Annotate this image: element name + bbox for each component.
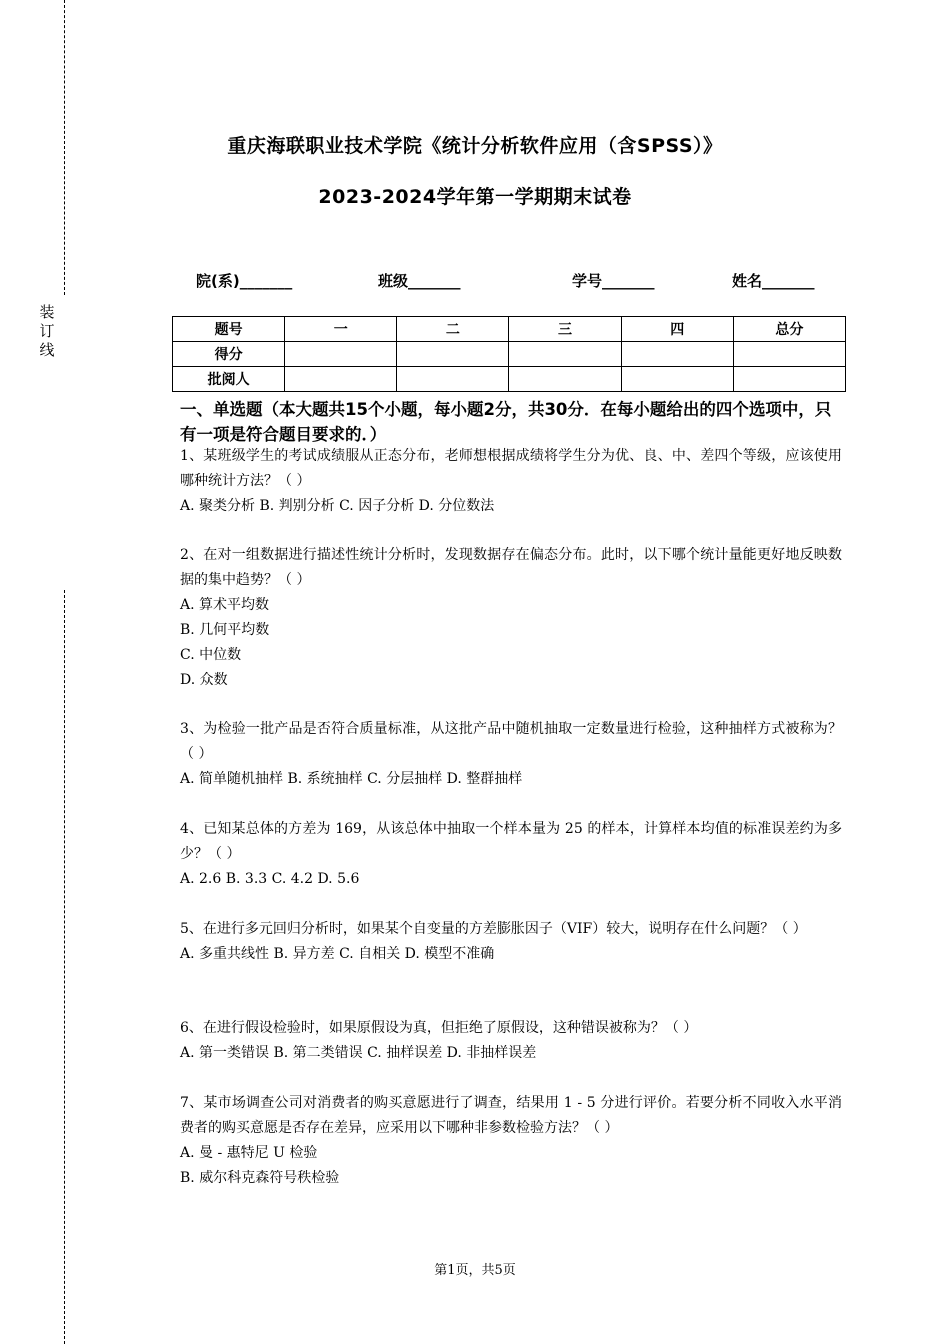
question-options: A. 第一类错误 B. 第二类错误 C. 抽样误差 D. 非抽样误差 xyxy=(180,1045,537,1061)
option-d: D. 众数 xyxy=(180,672,228,688)
table-header-cell: 一 xyxy=(285,317,397,342)
section-heading: 一、单选题（本大题共15个小题，每小题2分，共30分．在每小题给出的四个选项中，只有一项是符合题目要求的．） xyxy=(180,400,832,444)
score-cell[interactable] xyxy=(621,342,733,367)
question-stem: 3、为检验一批产品是否符合质量标准，从这批产品中随机抽取一定数量进行检验，这种抽样方式被称为？（ ） xyxy=(180,721,842,762)
question-7 xyxy=(180,1091,842,1191)
exam-title-line1: 重庆海联职业技术学院《统计分析软件应用（含SPSS）》 xyxy=(227,135,723,157)
binding-dashed-line-bottom xyxy=(64,590,65,1344)
option-a: A. 曼 - 惠特尼 U 检验 xyxy=(180,1145,318,1161)
option-a: A. 算术平均数 xyxy=(180,597,270,613)
score-table-header-row xyxy=(173,317,846,342)
binding-label xyxy=(38,303,56,360)
reviewer-cell[interactable] xyxy=(509,367,621,392)
question-stem: 6、在进行假设检验时，如果原假设为真，但拒绝了原假设，这种错误被称为？（ ） xyxy=(180,1020,698,1036)
score-cell[interactable] xyxy=(397,342,509,367)
table-header-cell: 二 xyxy=(397,317,509,342)
question-stem: 7、某市场调查公司对消费者的购买意愿进行了调查，结果用 1 - 5 分进行评价。若要分析不同收入水平消费者的购买意愿是否存在差异，应采用以下哪种非参数检验方法？（ ） xyxy=(180,1095,842,1136)
question-5 xyxy=(180,917,842,967)
question-stem: 2、在对一组数据进行描述性统计分析时，发现数据存在偏态分布。此时，以下哪个统计量能更好地反映数据的集中趋势？（ ） xyxy=(180,547,842,588)
reviewer-cell[interactable] xyxy=(621,367,733,392)
student-id-field[interactable]: 学号_______ xyxy=(572,272,655,290)
question-options: A. 聚类分析 B. 判别分析 C. 因子分析 D. 分位数法 xyxy=(180,498,495,514)
reviewer-row-label: 批阅人 xyxy=(173,367,285,392)
option-b: B. 几何平均数 xyxy=(180,622,270,638)
score-row-label: 得分 xyxy=(173,342,285,367)
department-field[interactable]: 院(系)_______ xyxy=(196,272,293,290)
question-6 xyxy=(180,1016,842,1066)
table-header-cell: 题号 xyxy=(173,317,285,342)
score-cell[interactable] xyxy=(509,342,621,367)
binding-char: 装 xyxy=(39,303,55,321)
question-1 xyxy=(180,444,842,519)
question-2 xyxy=(180,543,842,693)
table-header-cell: 四 xyxy=(621,317,733,342)
reviewer-cell[interactable] xyxy=(733,367,845,392)
reviewer-row xyxy=(173,367,846,392)
question-options: A. 简单随机抽样 B. 系统抽样 C. 分层抽样 D. 整群抽样 xyxy=(180,771,523,787)
option-c: C. 中位数 xyxy=(180,647,242,663)
score-table xyxy=(172,316,846,392)
table-header-cell: 三 xyxy=(509,317,621,342)
question-stem: 1、某班级学生的考试成绩服从正态分布，老师想根据成绩将学生分为优、良、中、差四个等级，应该使用哪种统计方法？（ ） xyxy=(180,448,842,489)
score-cell[interactable] xyxy=(285,342,397,367)
score-cell[interactable] xyxy=(733,342,845,367)
exam-title-line2: 2023-2024学年第一学期期末试卷 xyxy=(318,186,632,208)
question-options: A. 多重共线性 B. 异方差 C. 自相关 D. 模型不准确 xyxy=(180,946,495,962)
option-b: B. 威尔科克森符号秩检验 xyxy=(180,1170,340,1186)
question-4 xyxy=(180,817,842,892)
name-field[interactable]: 姓名_______ xyxy=(732,272,815,290)
question-options: A. 2.6 B. 3.3 C. 4.2 D. 5.6 xyxy=(180,871,360,887)
table-header-cell: 总分 xyxy=(733,317,845,342)
score-row xyxy=(173,342,846,367)
reviewer-cell[interactable] xyxy=(285,367,397,392)
question-3 xyxy=(180,717,842,792)
binding-char: 线 xyxy=(39,341,55,359)
page-number: 第1页，共5页 xyxy=(434,1263,516,1278)
reviewer-cell[interactable] xyxy=(397,367,509,392)
binding-char: 订 xyxy=(39,322,55,340)
question-stem: 5、在进行多元回归分析时，如果某个自变量的方差膨胀因子（VIF）较大，说明存在什么问题？（ ） xyxy=(180,921,807,937)
class-field[interactable]: 班级_______ xyxy=(378,272,461,290)
question-stem: 4、已知某总体的方差为 169，从该总体中抽取一个样本量为 25 的样本，计算样本均值的标准误差约为多少？（ ） xyxy=(180,821,842,862)
